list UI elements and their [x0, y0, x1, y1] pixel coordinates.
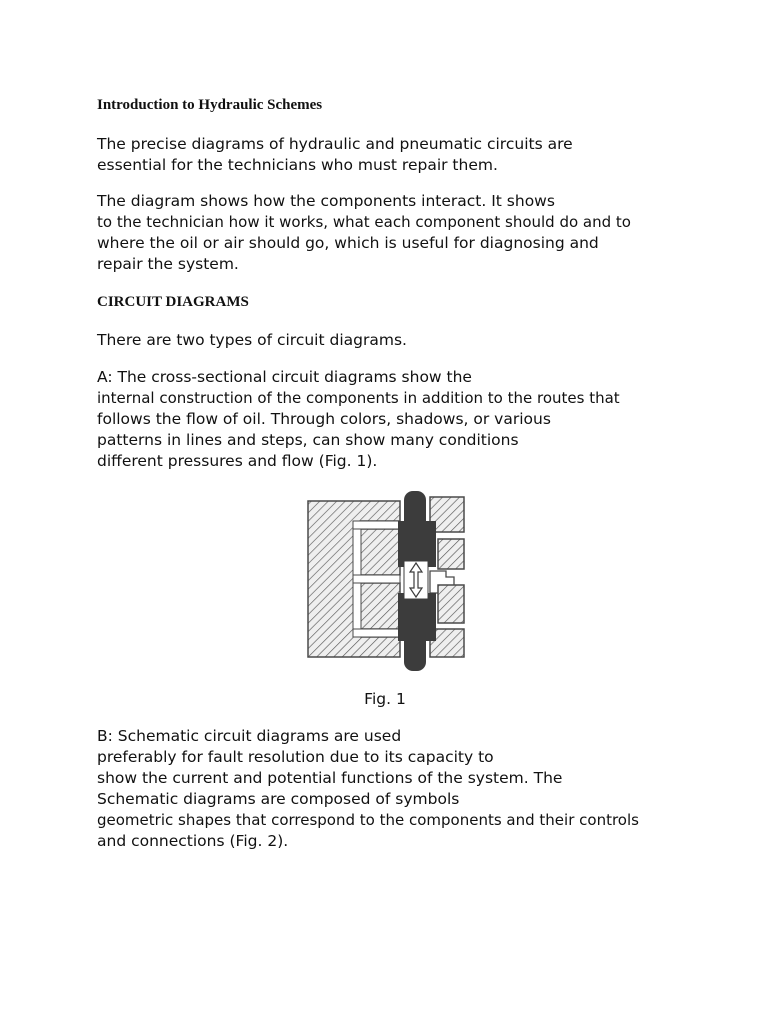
text-line: show the current and potential functions of the system. The [97, 769, 563, 787]
text-line: preferably for fault resolution due to its capacity to [97, 748, 494, 766]
diagram-paragraph [97, 191, 631, 275]
valve-cross-section-illustration [306, 489, 470, 673]
intro-paragraph [97, 134, 573, 176]
heading-circuit-diagrams: CIRCUIT DIAGRAMS [97, 294, 249, 310]
paragraph-b [97, 726, 639, 852]
heading-introduction: Introduction to Hydraulic Schemes [97, 97, 323, 113]
housing-right-upper [438, 539, 464, 569]
passage-top [353, 521, 400, 529]
text-line: follows the flow of oil. Through colors, shadows, or various [97, 410, 551, 428]
text-line: to the technician how it works, what each component should do and to [97, 213, 631, 231]
figure-1-caption: Fig. 1 [364, 690, 406, 708]
housing-right-lower [438, 585, 464, 623]
text-line: repair the system. [97, 255, 239, 273]
spool-land-top [398, 521, 436, 567]
text-line: The diagram shows how the components interact. It shows [97, 192, 555, 210]
text-line: B: Schematic circuit diagrams are used [97, 727, 402, 745]
text-line: There are two types of circuit diagrams. [97, 331, 407, 349]
figure-1-cross-section-valve [306, 489, 470, 673]
text-line: essential for the technicians who must repair them. [97, 156, 498, 174]
paragraph-a [97, 367, 620, 472]
text-line: A: The cross-sectional circuit diagrams show the [97, 368, 472, 386]
text-line: Schematic diagrams are composed of symbols [97, 790, 460, 808]
passage-middle [353, 575, 400, 583]
spool-land-bottom [398, 593, 436, 641]
text-line: The precise diagrams of hydraulic and pneumatic circuits are [97, 135, 573, 153]
text-line: where the oil or air should go, which is useful for diagnosing and [97, 234, 599, 252]
types-paragraph [97, 330, 407, 351]
text-line: internal construction of the components in addition to the routes that [97, 389, 620, 407]
text-line: different pressures and flow (Fig. 1). [97, 452, 378, 470]
text-line: geometric shapes that correspond to the components and their controls [97, 811, 639, 829]
passage-bottom [353, 629, 400, 637]
text-line: and connections (Fig. 2). [97, 832, 289, 850]
text-line: patterns in lines and steps, can show many conditions [97, 431, 519, 449]
